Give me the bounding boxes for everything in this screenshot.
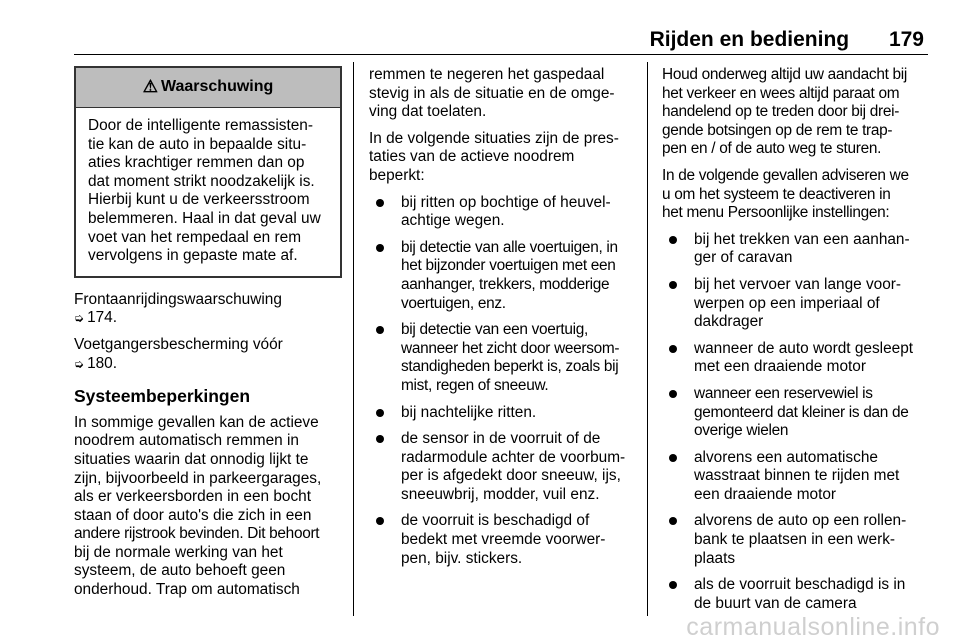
warning-triangle-icon: ⚠ [142,77,158,97]
text-line: In sommige gevallen kan de actieve [74,413,319,431]
text-line: wanneer het zicht door weersom- [401,339,620,357]
warning-line: belemmeren. Haal in dat geval uw [88,209,321,227]
text-line: een draaiende motor [694,485,837,503]
bullet-icon [376,435,384,443]
text-line: u om het systeem te deactiveren in [662,185,891,203]
text-line: noodrem automatisch remmen in [74,432,299,450]
column-1 [74,66,346,608]
text-line: zijn, bijvoorbeeld in parkeergarages, [74,469,322,487]
page-number: 179 [888,28,924,51]
text-line: standigheden beperkt is, zoals bij [401,358,619,376]
text-line: voertuigen, enz. [401,294,506,312]
list-item [369,404,641,423]
text-line: het bijzonder voertuigen met een [401,257,616,275]
text-line: bank te plaatsen in een werk- [694,531,896,549]
text-line: ger of caravan [694,249,793,267]
cross-reference[interactable] [74,336,346,373]
text-line: bij het trekken van een aanhan- [694,230,910,248]
bullet-icon [669,390,677,398]
text-line: gemonteerd dat kleiner is dan de [694,403,909,421]
bullet-icon [669,281,677,289]
list-item [369,321,641,395]
text-line: pen en / of de auto weg te sturen. [662,140,882,158]
page-reference-icon: ➭ [74,356,85,371]
warning-line: voet van het rempedaal en rem [88,228,302,246]
text-line: radarmodule achter de voorbum- [401,448,626,466]
text-line: In de volgende gevallen adviseren we [662,166,909,184]
bullet-icon [376,244,384,252]
text-line: bij nachtelijke ritten. [401,403,537,421]
text-line: situaties waarin dat onnodig lijkt te [74,450,309,468]
text-line: alvorens een automatische [694,448,878,466]
text-line: mist, regen of sneeuw. [401,376,549,394]
bullet-icon [669,581,677,589]
cross-reference-text: Frontaanrijdingswaarschuwing [74,290,282,308]
warning-line: tie kan de auto in bepaalde situ- [88,135,307,153]
list-item [369,430,641,504]
bullet-icon [669,345,677,353]
text-line: Houd onderweg altijd uw aandacht bij [662,66,908,83]
text-line: staan of door auto's die zich in een [74,506,312,524]
text-line: bij detectie van alle voertuigen, in [401,238,618,256]
text-line: de voorruit is beschadigd of [401,512,590,530]
cross-reference[interactable] [74,291,346,328]
warning-line: Hierbij kunt u de verkeersstroom [88,191,310,209]
paragraph [369,66,641,122]
list-item [369,512,641,568]
bullet-icon [376,517,384,525]
text-line: beperkt: [369,166,425,184]
list-item [369,239,641,313]
warning-line: dat moment strikt noodzakelijk is. [88,172,315,190]
bullet-icon [669,236,677,244]
text-line: onderhoud. Trap om automatisch [74,581,300,599]
text-line: de buurt van de camera [694,594,857,612]
text-line: gende botsingen op de rem te trap- [662,121,893,139]
text-line: plaats [694,549,736,567]
cross-reference-page[interactable]: 180. [87,354,118,372]
bullet-icon [669,454,677,462]
paragraph [74,414,346,600]
text-line: aanhanger, trekkers, modderige [401,275,610,293]
text-line: overige wielen [694,422,789,440]
text-line: bij het vervoer van lange voor- [694,275,902,293]
list-item [662,385,934,441]
warning-line: aties krachtiger remmen dan op [88,154,305,172]
text-line: bij detectie van een voertuig, [401,321,588,339]
header-rule [74,54,928,55]
warning-line: vervolgens in gepaste mate af. [88,247,298,265]
text-line: de sensor in de voorruit of de [401,430,601,448]
bullet-icon [669,517,677,525]
page-header [650,28,924,52]
text-line: pen, bijv. stickers. [401,549,523,567]
text-line: handelend op te treden door bij drei- [662,103,900,121]
cross-reference-page[interactable]: 174. [87,309,118,327]
list-item [662,512,934,568]
text-line: remmen te negeren het gaspedaal [369,66,605,83]
list-item [662,576,934,613]
bullet-icon [376,409,384,417]
text-line: als er verkeersborden in een bocht [74,488,311,506]
warning-box [74,66,342,278]
text-line: ving dat toelaten. [369,103,487,121]
text-line: wanneer de auto wordt gesleept [694,339,914,357]
column-3 [662,66,934,621]
warning-body [76,108,340,276]
warning-line: Door de intelligente remassisten- [88,117,313,134]
cross-reference-text: Voetgangersbescherming vóór [74,335,283,353]
warning-header [76,68,340,108]
text-line: dakdrager [694,313,764,331]
paragraph [662,167,934,223]
paragraph [369,130,641,186]
text-line: wanneer een reservewiel is [694,384,873,402]
column-2 [369,66,641,576]
bullet-list [369,194,641,569]
watermark: carmanualsonline.info [686,613,940,641]
text-line: alvorens de auto op een rollen- [694,512,907,530]
text-line: bij de normale werking van het [74,543,283,561]
list-item [662,449,934,505]
text-line: stevig in als de situatie en de omge- [369,84,615,102]
text-line: taties van de actieve noodrem [369,148,575,166]
text-line: het verkeer en wees altijd paraat om [662,84,900,102]
bullet-list [662,231,934,614]
text-line: werpen op een imperiaal of [694,294,880,312]
text-line: achtige wegen. [401,212,505,230]
text-line: met een draaiende motor [694,358,866,376]
list-item [662,340,934,377]
text-line: als de voorruit beschadigd is in [694,576,906,594]
column-divider-2 [647,62,648,616]
text-line: het menu Persoonlijke instellingen: [662,204,890,222]
text-line: andere rijstrook bevinden. Dit behoort [74,525,320,543]
list-item [662,276,934,332]
text-line: bij ritten op bochtige of heuvel- [401,193,611,211]
bullet-icon [376,326,384,334]
list-item [369,194,641,231]
warning-title: Waarschuwing [160,78,274,96]
list-item [662,231,934,268]
paragraph [662,66,934,159]
text-line: wasstraat binnen te rijden met [694,467,900,485]
text-line: bedekt met vreemde voorwer- [401,531,606,549]
column-divider-1 [353,62,354,616]
page-reference-icon: ➭ [74,311,85,326]
text-line: In de volgende situaties zijn de pres- [369,129,619,147]
text-line: per is afgedekt door sneeuw, ijs, [401,467,621,485]
text-line: sneeuwbrij, modder, vuil enz. [401,485,600,503]
section-title: Systeembeperkingen [74,386,251,407]
bullet-icon [376,199,384,207]
text-line: systeem, de auto behoeft geen [74,562,286,580]
chapter-title: Rijden en bediening [649,28,850,51]
